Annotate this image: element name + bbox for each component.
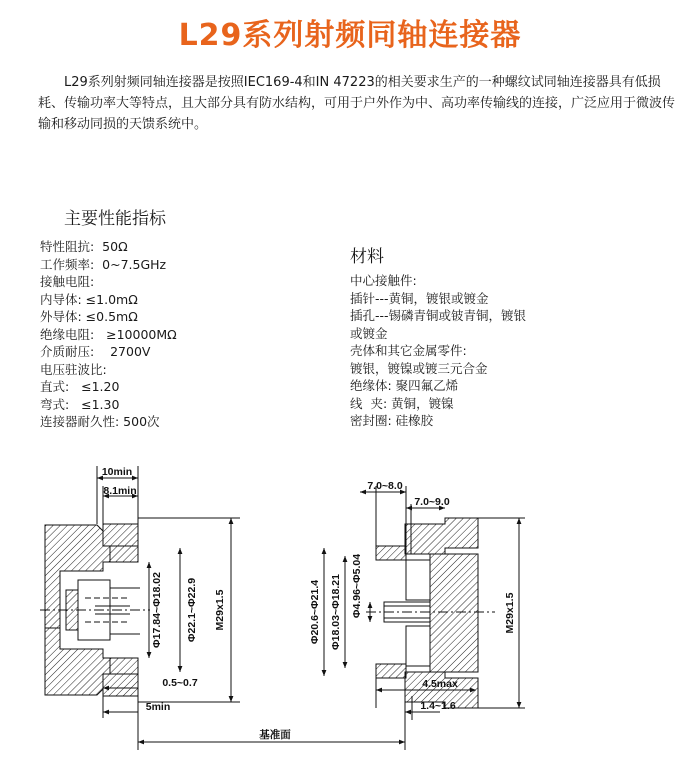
specs-list	[40, 238, 177, 431]
dim-right-d1: Φ20.6~Φ21.4	[309, 579, 321, 645]
dim-5min: 5min	[145, 701, 171, 713]
spec-item: 绝缘电阻: ≥10000MΩ	[40, 326, 177, 342]
spec-item: 介质耐压: 2700V	[40, 344, 151, 359]
page-title: L29系列射频同轴连接器	[178, 18, 522, 53]
spec-item: 内导体: ≤1.0mΩ	[40, 291, 138, 307]
left-connector-drawing	[40, 466, 240, 750]
material-item: 壳体和其它金属零件:	[350, 343, 467, 358]
spec-item: 连接器耐久性: 500次	[40, 414, 160, 429]
material-item: 密封圈: 硅橡胶	[350, 413, 434, 428]
spec-item: 直式: ≤1.20	[40, 379, 120, 394]
dim-7-9: 7.0~9.0	[414, 496, 450, 508]
spec-item: 电压驻波比:	[40, 361, 107, 377]
material-item: 中心接触件:	[350, 273, 417, 288]
material-item: 插孔---锡磷青铜或铍青铜，镀银	[350, 308, 527, 323]
dim-left-d2: Φ22.1~Φ22.9	[186, 577, 198, 643]
dim-4-5max: 4.5max	[422, 678, 458, 690]
materials-heading: 材料	[350, 247, 384, 267]
material-item: 镀银，镀镍或镀三元合金	[350, 360, 488, 376]
technical-drawing	[0, 458, 700, 758]
datum-label: 基准面	[259, 729, 291, 741]
dim-left-thread: M29x1.5	[214, 589, 226, 631]
dim-10min: 10min	[101, 466, 133, 478]
material-item: 线 夹: 黄铜，镀镍	[350, 395, 454, 411]
dim-7-8: 7.0~8.0	[367, 480, 403, 492]
specs-heading: 主要性能指标	[64, 209, 166, 229]
spec-item: 接触电阻:	[40, 274, 95, 289]
material-item: 插针---黄铜，镀银或镀金	[350, 290, 489, 306]
material-item: 绝缘体: 聚四氟乙烯	[350, 378, 459, 393]
dim-right-d2: Φ18.03~Φ18.21	[330, 574, 342, 650]
intro-paragraph: L29系列射频同轴连接器是按照IEC169-4和IN 47223的相关要求生产的一种螺纹试同轴连接器具有低损耗、传输功率大等特点，且大部分具有防水结构，可用于户外作为中、高功率传输线的连接，广泛应用于微波传输和移动同损的天馈系统中。	[38, 75, 676, 132]
spec-item: 外导体: ≤0.5mΩ	[40, 309, 138, 324]
spec-item: 弯式: ≤1.30	[40, 396, 120, 412]
materials-list	[350, 272, 526, 430]
dim-right-thread: M29x1.5	[504, 592, 516, 634]
dim-0-5: 0.5~0.7	[162, 677, 198, 689]
dim-1-4: 1.4~1.6	[420, 700, 456, 712]
dim-right-d3: Φ4.96~Φ5.04	[351, 553, 363, 619]
material-item: 或镀金	[350, 325, 388, 341]
spec-item: 特性阻抗: 50Ω	[40, 239, 128, 254]
dim-left-d1: Φ17.84~Φ18.02	[151, 572, 163, 648]
dim-8-1min: 8.1min	[103, 485, 137, 497]
spec-item: 工作频率: 0~7.5GHz	[40, 256, 167, 272]
